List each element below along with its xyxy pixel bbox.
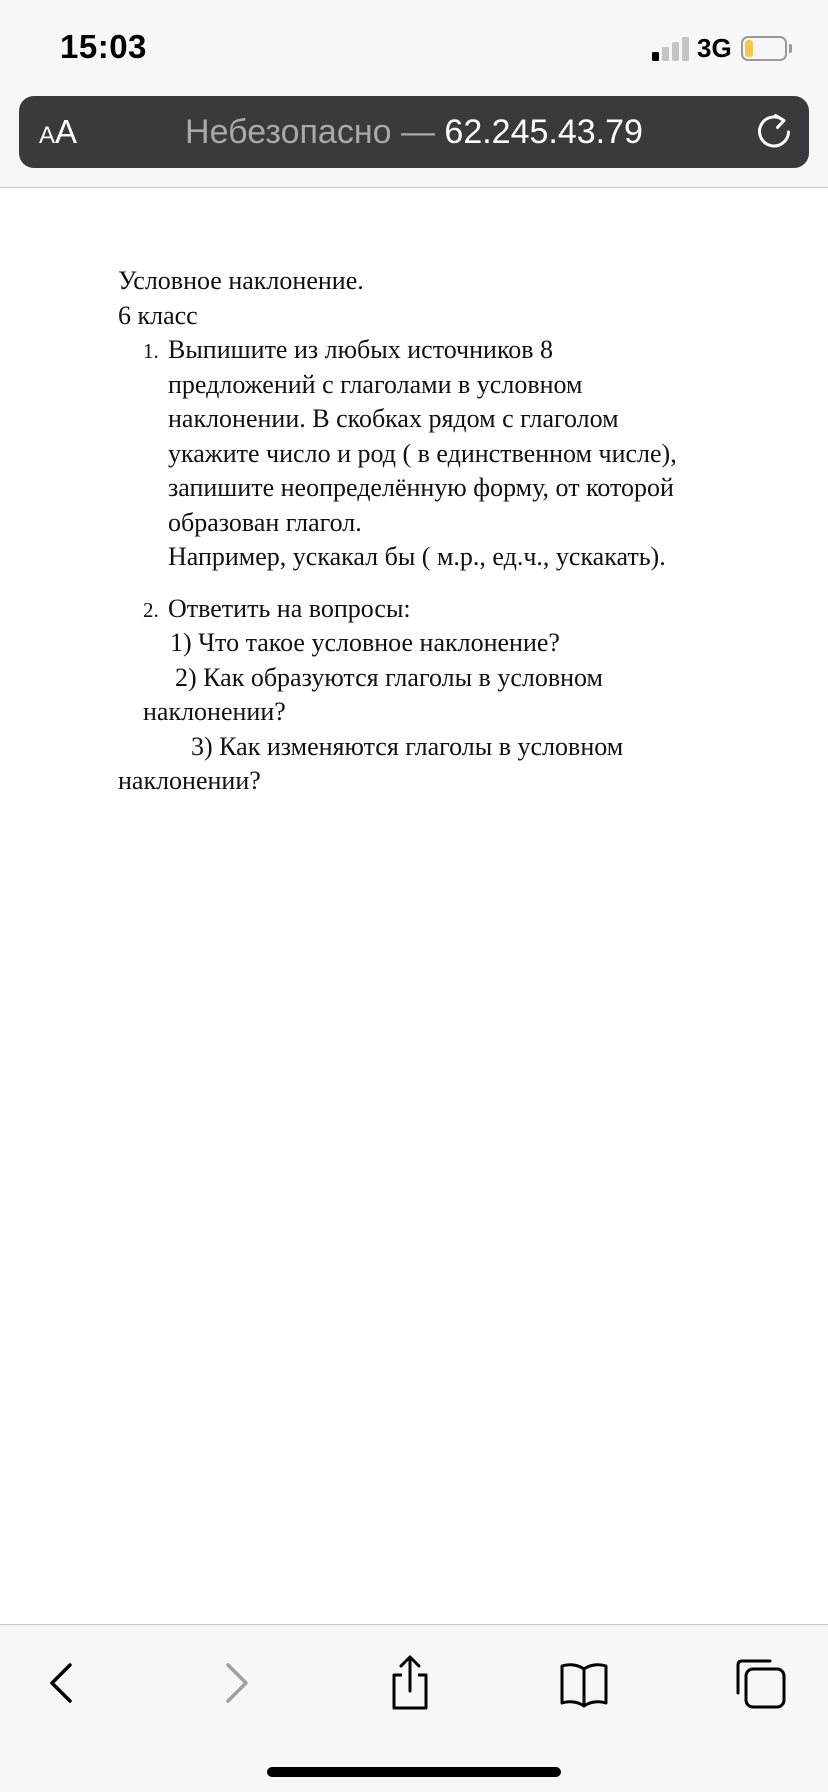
text-size-button[interactable] (39, 96, 77, 168)
task-1-line: Выпишите из любых источников 8 (168, 335, 554, 364)
browser-top-chrome (0, 0, 828, 188)
address-field[interactable] (99, 96, 729, 168)
task-1-number: 1. (143, 339, 159, 363)
task-2-number: 2. (143, 597, 159, 622)
question-2-line: наклонении? (143, 697, 286, 726)
address-bar[interactable] (19, 96, 809, 168)
status-time: 15:03 (60, 28, 147, 65)
question-3 (118, 730, 758, 799)
share-button[interactable] (380, 1653, 440, 1713)
battery-tip (789, 44, 792, 53)
question-2-line: 2) Как образуются глаголы в условном (175, 662, 603, 692)
home-indicator[interactable] (267, 1767, 561, 1777)
battery-level (745, 40, 753, 57)
question-2 (118, 661, 758, 730)
task-1-line: образован глагол. (168, 507, 362, 537)
forward-button[interactable] (206, 1653, 266, 1713)
bookmarks-button[interactable] (554, 1653, 614, 1713)
chevron-left-icon (32, 1653, 92, 1713)
cellular-signal-icon (652, 37, 690, 61)
task-1-line: предложений с глаголами в условном (168, 369, 583, 399)
back-button[interactable] (32, 1653, 92, 1713)
tabs-button[interactable] (730, 1653, 790, 1713)
text-size-large-label: A (55, 113, 78, 150)
question-3-line: 3) Как изменяются глаголы в условном (191, 731, 624, 761)
share-icon (380, 1653, 440, 1713)
tabs-icon (730, 1653, 790, 1713)
question-3-line: наклонении? (118, 766, 261, 795)
task-1-line: запишите неопределённую форму, от которой (168, 473, 674, 502)
task-2-heading: Ответить на вопросы: (168, 593, 411, 623)
document-title: Условное наклонение. (118, 266, 364, 295)
book-icon (554, 1653, 614, 1713)
task-1-example: Например, ускакал бы ( м.р., ед.ч., ускакать). (168, 542, 666, 571)
web-page-content (0, 188, 828, 1624)
document-grade: 6 класс (118, 300, 198, 330)
text-size-small-label: A (39, 122, 56, 149)
chevron-right-icon (206, 1653, 266, 1713)
task-2 (118, 592, 758, 627)
address-host: 62.245.43.79 (444, 113, 643, 151)
task-1-line: наклонении. В скобках рядом с глаголом (168, 404, 619, 433)
task-1-line: укажите число и род ( в единственном числе), (168, 438, 677, 468)
reload-button[interactable] (753, 111, 795, 153)
battery-icon (741, 36, 787, 61)
network-type: 3G (697, 33, 732, 63)
question-1: 1) Что такое условное наклонение? (170, 628, 560, 657)
not-secure-label: Небезопасно — (185, 113, 435, 151)
reload-icon (753, 111, 795, 153)
task-1 (118, 333, 758, 575)
document-body (118, 264, 758, 799)
